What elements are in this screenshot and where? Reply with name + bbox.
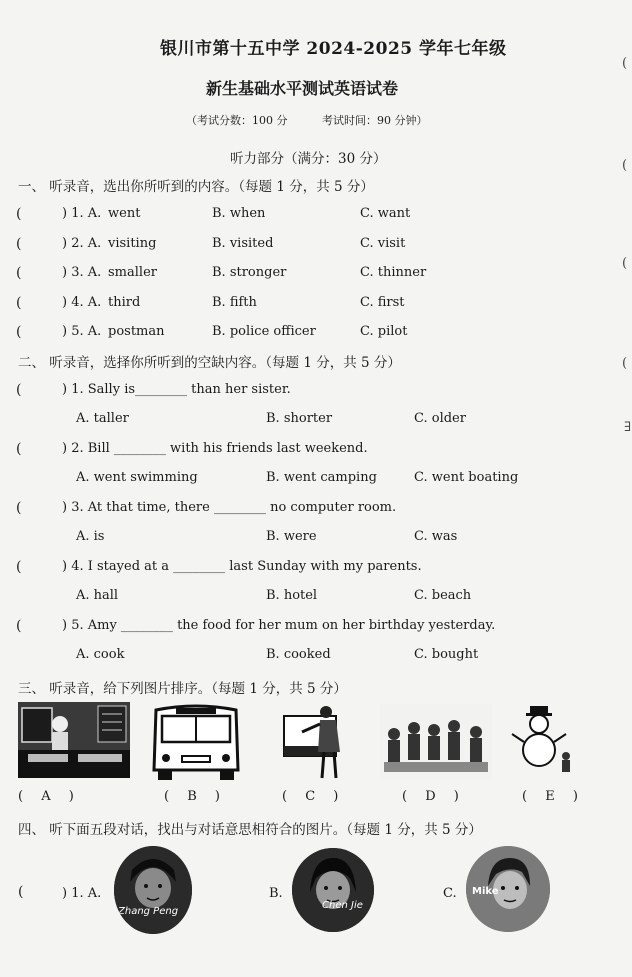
option-b: B. shorter — [266, 411, 333, 426]
answer-paren: ( — [16, 265, 22, 281]
option-c: C. thinner — [360, 265, 427, 280]
question-stem: ) 5. Amy ________ the food for her mum on her birthday yesterday. — [62, 618, 496, 633]
score-info: （考试分数：100 分 — [186, 114, 288, 127]
exam-title: 银川市第十五中学 2024-2025 学年七年级 — [160, 39, 507, 59]
option-a: A. went swimming — [76, 470, 198, 485]
question-stem: ) 1. Sally is________ than her sister. — [62, 382, 291, 397]
question-number: ) 2. A. — [62, 235, 102, 251]
option-a: A. taller — [76, 411, 129, 426]
portrait-name-label: Mike — [472, 886, 499, 897]
edge-mark: ( — [622, 158, 628, 173]
answer-paren: ( — [16, 559, 22, 575]
answer-paren: ( — [16, 324, 22, 340]
option-b: B. cooked — [266, 647, 331, 662]
option-a: A. cook — [76, 647, 125, 662]
picture-c-teacher — [282, 702, 354, 782]
picture-label: ( C ) — [282, 789, 339, 804]
part3-heading: 三、 听录音，给下列图片排序。（每题 1 分，共 5 分） — [18, 681, 347, 697]
option-b: B. stronger — [212, 265, 287, 280]
answer-paren: ( — [16, 500, 22, 516]
option-a: A. hall — [76, 588, 119, 603]
picture-b-bus — [146, 702, 246, 782]
option-a: went — [108, 206, 141, 221]
portrait-name-label: Chen Jie — [322, 900, 363, 911]
question-number: ) 5. A. — [62, 324, 102, 339]
picture-a-classroom — [18, 702, 130, 778]
option-a: visiting — [108, 235, 157, 251]
edge-mark: ( — [622, 56, 628, 71]
listening-heading: 听力部分（满分：30 分） — [230, 151, 387, 167]
answer-paren: ( — [16, 294, 22, 311]
option-c-label: C. — [443, 886, 457, 901]
picture-e-snowman — [510, 704, 578, 774]
answer-paren: ( — [16, 235, 22, 252]
option-c: C. pilot — [360, 324, 408, 339]
picture-d-children — [380, 704, 492, 780]
picture-label: ( B ) — [164, 789, 220, 804]
option-a: postman — [108, 324, 165, 339]
question-number: ) 1. A. — [62, 206, 102, 221]
option-b: B. hotel — [266, 588, 318, 603]
portrait-name-label: Zhang Peng — [118, 906, 179, 917]
edge-mark: ( — [622, 256, 628, 271]
question-number: ) 1. A. — [62, 886, 102, 901]
option-b: B. when — [212, 206, 266, 221]
option-b: B. visited — [212, 235, 274, 251]
option-c: C. was — [414, 529, 458, 544]
portrait-chen-jie — [292, 848, 374, 932]
option-b-label: B. — [269, 886, 283, 901]
option-c: C. older — [414, 411, 466, 426]
answer-paren: ( — [16, 441, 22, 457]
portrait-zhang-peng — [114, 846, 192, 934]
part4-heading: 四、 听下面五段对话，找出与对话意思相符合的图片。（每题 1 分，共 5 分） — [18, 822, 482, 838]
option-a: smaller — [108, 265, 157, 280]
time-info: 考试时间：90 分钟） — [322, 114, 428, 127]
picture-label: ( A ) — [18, 789, 74, 804]
option-b: B. were — [266, 529, 317, 544]
answer-paren: ( — [16, 618, 22, 634]
answer-paren: ( — [16, 382, 22, 398]
picture-label: ( E ) — [522, 789, 578, 804]
picture-label: ( D ) — [402, 789, 459, 804]
option-c: C. went boating — [414, 470, 519, 485]
exam-subtitle: 新生基础水平测试英语试卷 — [206, 79, 399, 98]
option-b: B. went camping — [266, 470, 377, 485]
option-c: C. bought — [414, 647, 479, 662]
question-number: ) 4. A. — [62, 294, 102, 310]
edge-mark: ( — [622, 356, 628, 371]
edge-mark: ∃ — [624, 420, 632, 435]
option-c: C. visit — [360, 235, 406, 251]
option-b: B. fifth — [212, 294, 257, 310]
part2-heading: 二、 听录音，选择你所听到的空缺内容。（每题 1 分，共 5 分） — [18, 355, 401, 371]
option-c: C. beach — [414, 588, 472, 603]
question-stem: ) 4. I stayed at a ________ last Sunday with my parents. — [62, 559, 422, 574]
part1-heading: 一、 听录音，选出你所听到的内容。（每题 1 分，共 5 分） — [18, 179, 374, 195]
question-stem: ) 2. Bill ________ with his friends last weekend. — [62, 441, 368, 456]
answer-paren: ( — [16, 206, 22, 222]
portrait-mike — [466, 846, 550, 932]
answer-paren: ( — [18, 884, 24, 900]
option-b: B. police officer — [212, 324, 316, 339]
question-number: ) 3. A. — [62, 265, 102, 280]
question-stem: ) 3. At that time, there ________ no computer room. — [62, 500, 397, 515]
option-a: third — [108, 294, 141, 310]
option-c: C. first — [360, 294, 405, 310]
option-c: C. want — [360, 206, 411, 221]
option-a: A. is — [76, 529, 105, 544]
